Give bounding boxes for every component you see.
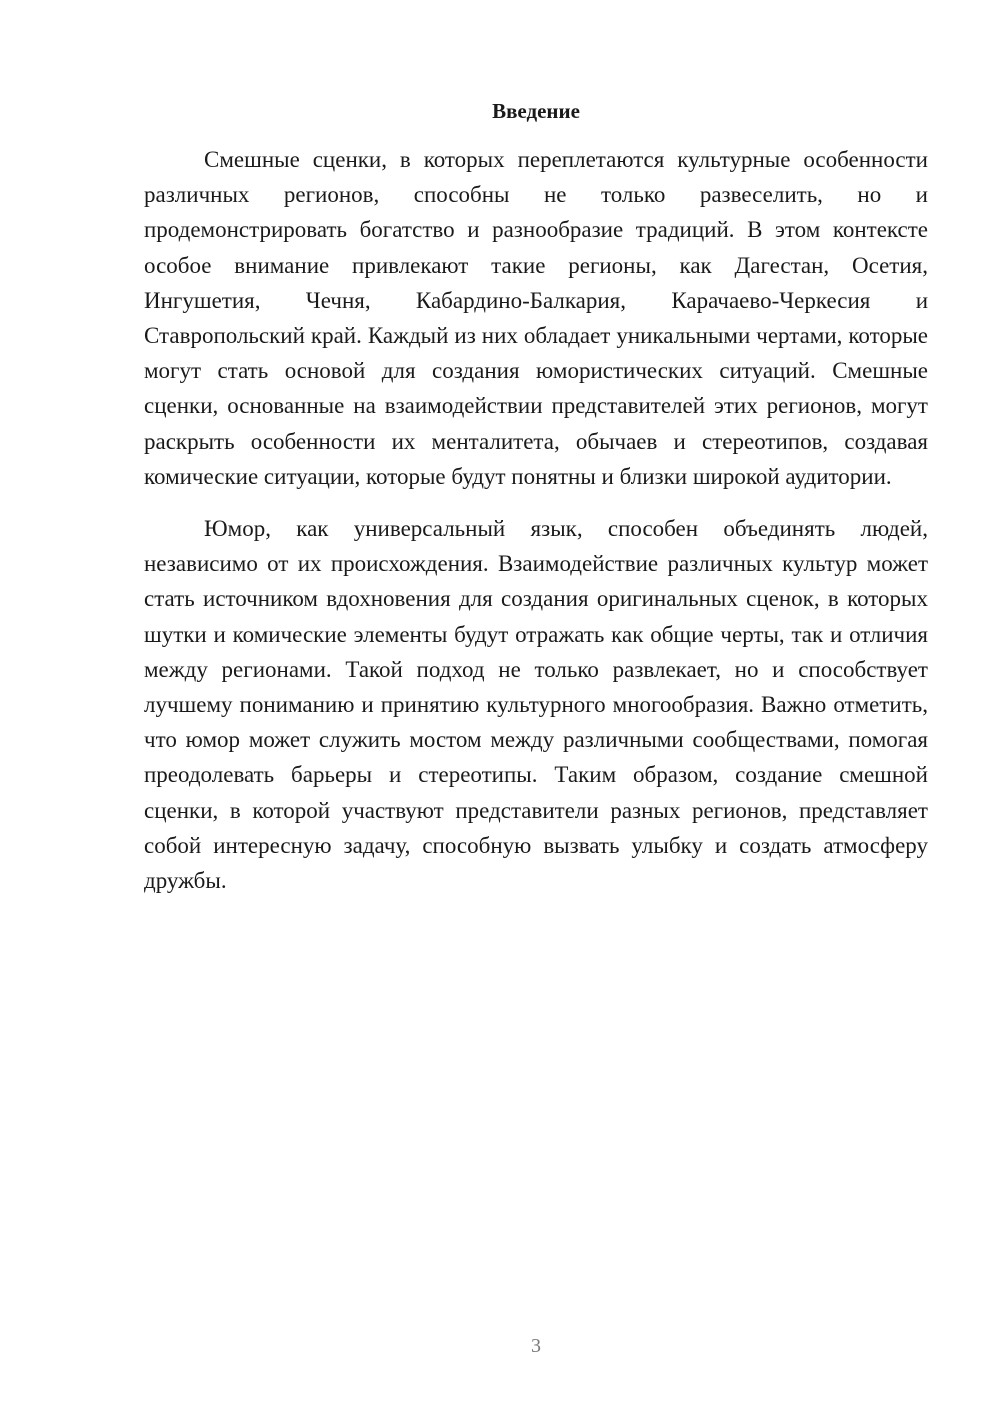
paragraph: Смешные сценки, в которых переплетаются культурные особенности различных регионов, способны не только развеселить, но и продемонстрировать богатство и разнообразие традиций. В этом контексте особое внимание привлекают такие регионы, как Дагестан, Осетия, Ингушетия, Чечня, Кабардино-Балкария, Карачаево-Черкесия и Ставропольский край. Каждый из них обладает уникальными чертами, которые могут стать основой для создания юмористических ситуаций. Смешные сценки, основанные на взаимодействии представителей этих регионов, могут раскрыть особенности их менталитета, обычаев и стереотипов, создавая комические ситуации, которые будут понятны и близки широкой аудитории. [144, 147, 928, 489]
paragraph: Юмор, как универсальный язык, способен объединять людей, независимо от их происхождения. Взаимодействие различных культур может стать источником вдохновения для создания оригинальных сценок, в которых шутки и комические элементы будут отражать как общие черты, так и отличия между регионами. Такой подход не только развлекает, но и способствует лучшему пониманию и принятию культурного многообразия. Важно отметить, что юмор может служить мостом между различными сообществами, помогая преодолевать барьеры и стереотипы. Таким образом, создание смешной сценки, в которой участвуют представители разных регионов, представляет собой интересную задачу, способную вызвать улыбку и создать атмосферу дружбы. [144, 516, 928, 894]
body-text [144, 142, 928, 898]
page-number: 3 [531, 1335, 541, 1357]
section-heading: Введение [492, 99, 580, 123]
